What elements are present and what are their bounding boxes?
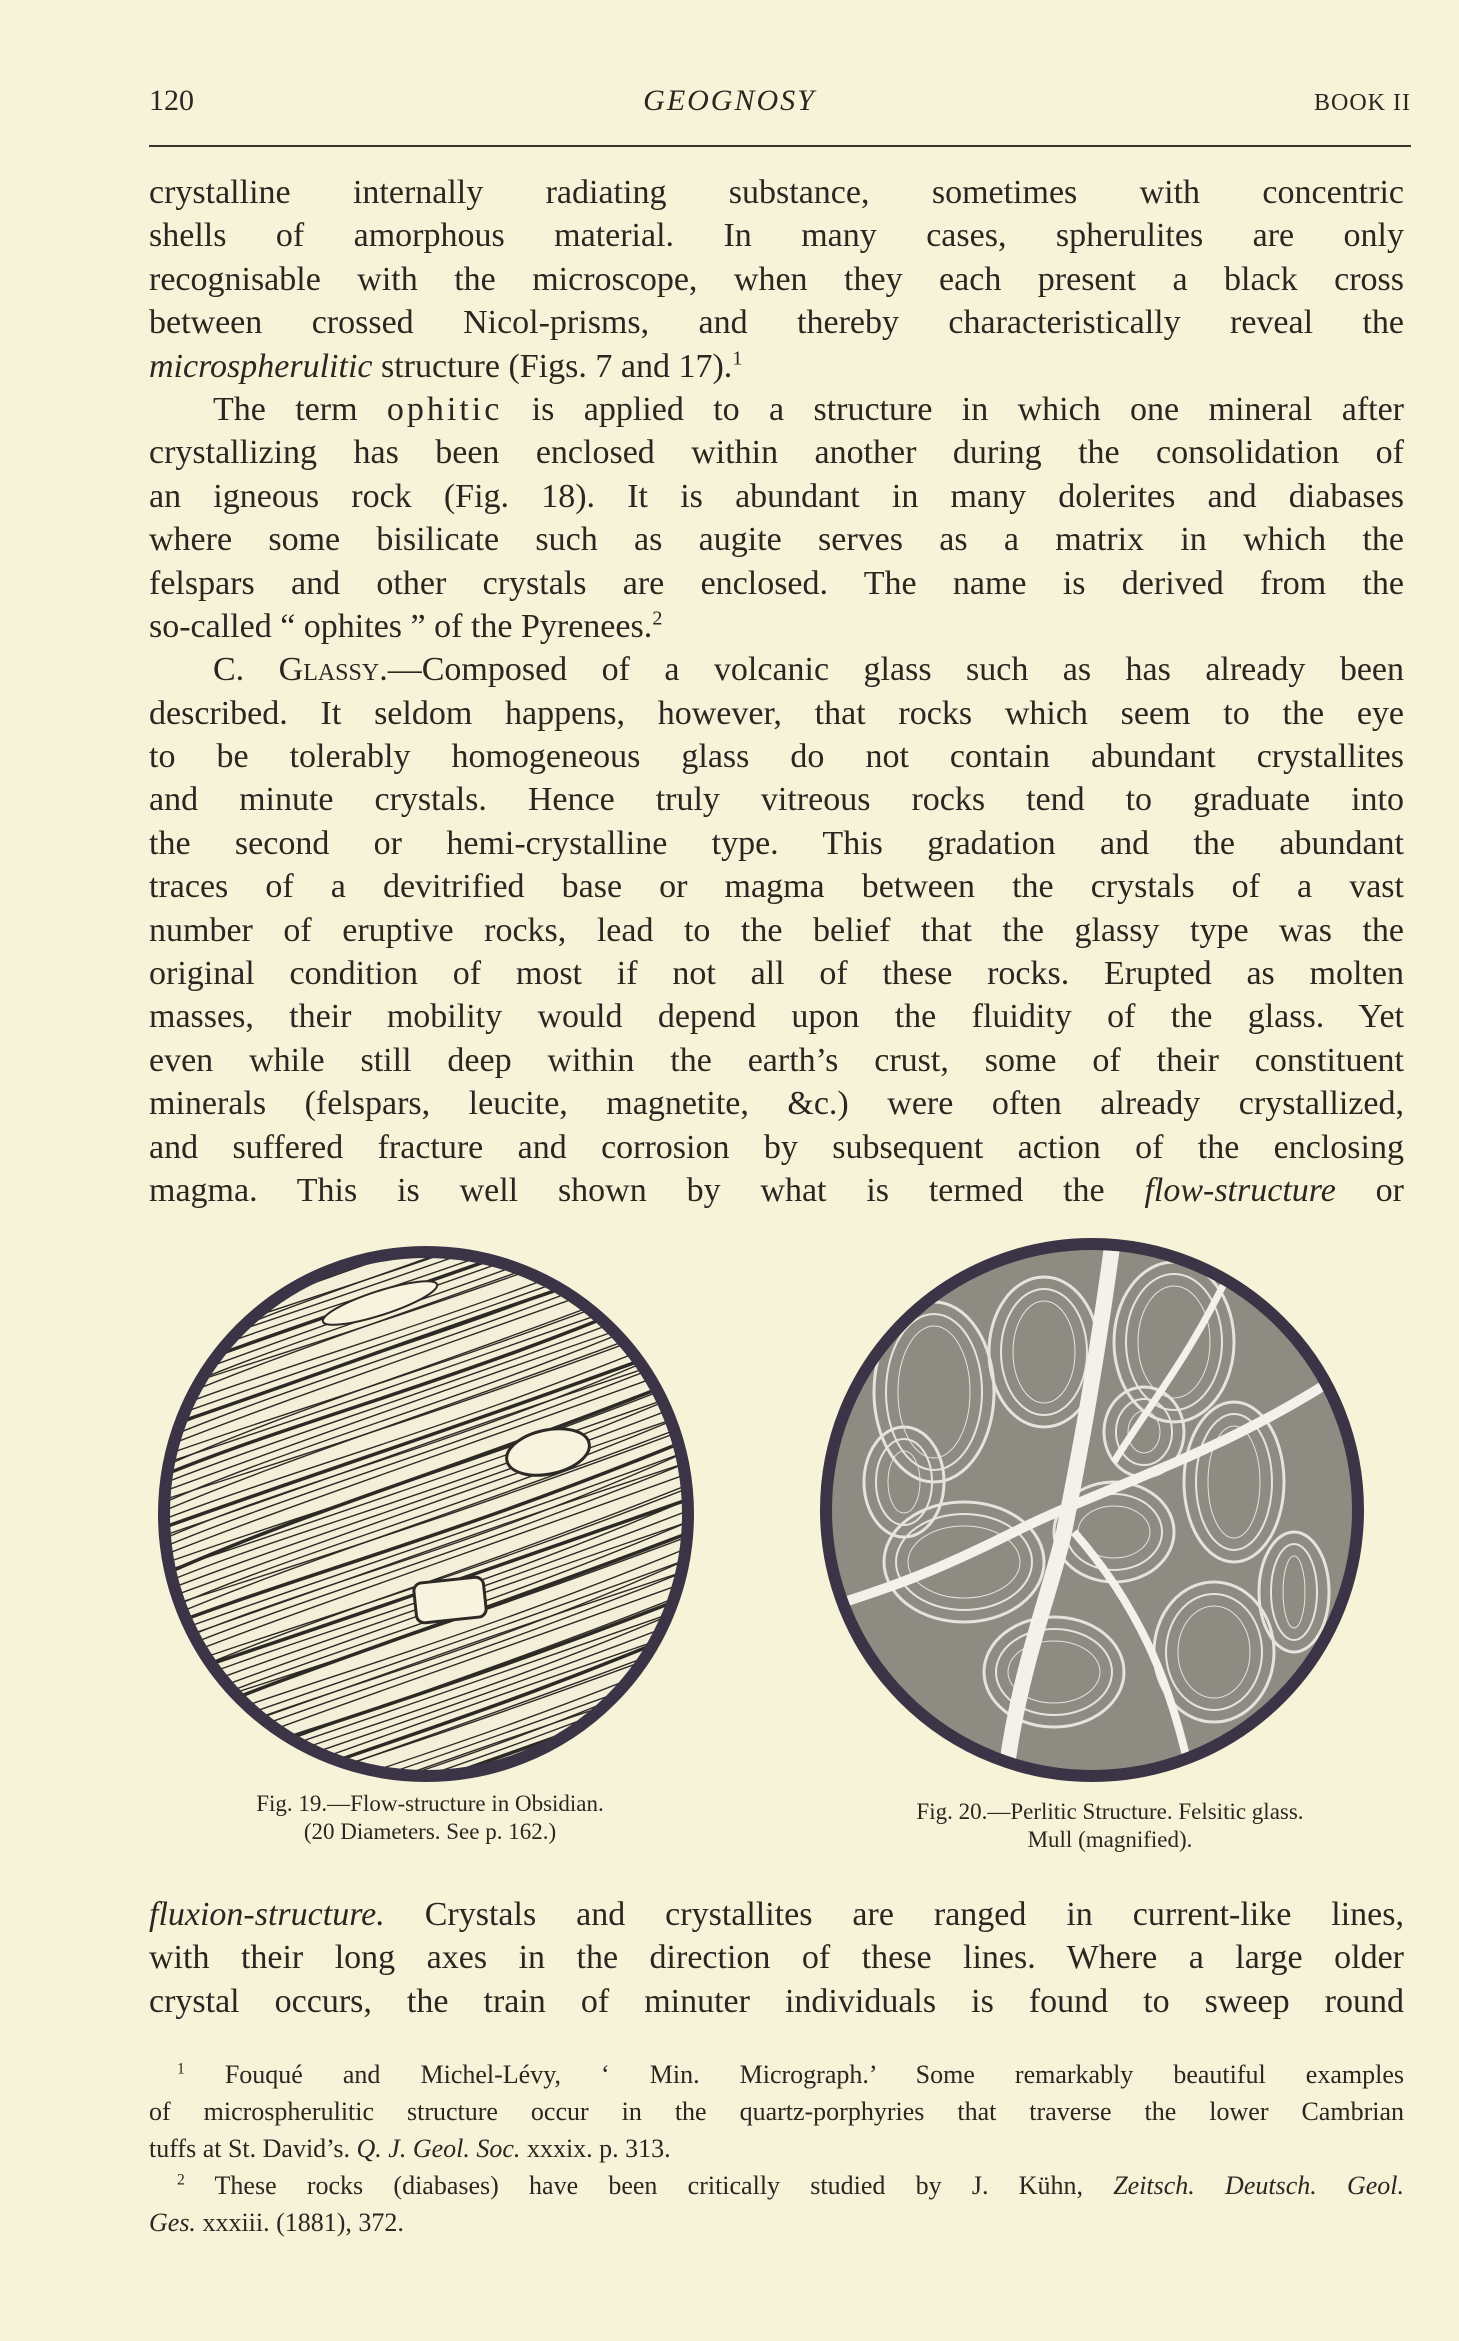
footnote-line (149, 2167, 1404, 2204)
text-run: to be tolerably homogeneous glass do not contain abundant crystallites (149, 738, 1404, 776)
text-line (149, 171, 1404, 214)
text-run: where some bisilicate such as augite serves as a matrix in which the (149, 521, 1404, 559)
text-run: Crystals and crystallites are ranged in current-like lines, (384, 1896, 1404, 1933)
footnote-line (149, 2056, 1404, 2093)
text-run: an igneous rock (Fig. 18). It is abundant in many dolerites and diabases (149, 477, 1404, 515)
text-line (149, 692, 1404, 735)
text-run: felspars and other crystals are enclosed. The name is derived from the (149, 564, 1404, 602)
text-run: even while still deep within the earth’s crust, some of their constituent (149, 1041, 1404, 1079)
caption-line: Fig. 19.—Flow-structure in Obsidian. (256, 1791, 604, 1816)
body-text-bottom (149, 1893, 1404, 2023)
text-run: so-called “ ophites ” of the Pyrenees. (149, 607, 653, 645)
text-run: the second or hemi-crystalline type. This gradation and the abundant (149, 824, 1404, 862)
text-run: microspherulitic (149, 347, 373, 385)
text-run: masses, their mobility would depend upon the fluidity of the glass. Yet (149, 998, 1404, 1036)
text-run: magma. This is well shown by what is termed the (149, 1171, 1145, 1209)
text-run: described. It seldom happens, however, that rocks which seem to the eye (149, 694, 1404, 732)
text-line (149, 475, 1404, 518)
text-run: C. (213, 651, 279, 689)
figure-19-caption (180, 1790, 680, 1846)
footnote-marker: 2 (652, 607, 663, 630)
text-line (149, 995, 1404, 1038)
text-line (149, 822, 1404, 865)
text-run: These rocks (diabases) have been critically studied by J. Kühn, (184, 2171, 1114, 2200)
text-run: Q. J. Geol. Soc. (356, 2134, 521, 2163)
text-line (149, 301, 1404, 344)
text-run: shells of amorphous material. In many cases, spherulites are only (149, 217, 1404, 255)
text-run: or (1335, 1171, 1404, 1209)
text-line (149, 1893, 1404, 1936)
text-run: with their long axes in the direction of these lines. Where a large older (149, 1939, 1404, 1977)
footnote-line (149, 2130, 1404, 2167)
text-run: Ges. (149, 2208, 196, 2237)
text-run: Zeitsch. Deutsch. Geol. (1113, 2171, 1405, 2200)
text-run: between crossed Nicol-prisms, and thereby characteristically reveal the (149, 304, 1404, 342)
text-line (149, 952, 1404, 995)
text-run: is applied to a structure in which one mineral after (502, 390, 1404, 428)
text-line (149, 1082, 1404, 1125)
text-line (149, 735, 1404, 778)
text-line (149, 1039, 1404, 1082)
caption-line: Fig. 20.—Perlitic Structure. Felsitic glass. (916, 1799, 1304, 1824)
text-line (149, 562, 1404, 605)
text-run: minerals (felspars, leucite, magnetite, &c.) were often already crystallized, (149, 1085, 1404, 1123)
text-run: recognisable with the microscope, when they each present a black cross (149, 260, 1404, 298)
text-run: and suffered fracture and corrosion by subsequent action of the enclosing (149, 1128, 1404, 1166)
text-line (149, 345, 1404, 388)
caption-line: (20 Diameters. See p. 162.) (303, 1819, 557, 1844)
text-line (149, 909, 1404, 952)
text-run: Glassy (278, 651, 380, 689)
text-run: crystalline internally radiating substance, sometimes with concentric (149, 174, 1404, 211)
text-line (149, 648, 1404, 691)
header-rule (149, 145, 1411, 147)
text-line (149, 518, 1404, 561)
text-run: fluxion-structure. (149, 1896, 385, 1933)
footnotes (149, 2056, 1404, 2241)
running-title: GEOGNOSY (643, 84, 816, 117)
text-line (149, 214, 1404, 257)
body-text-top (149, 171, 1404, 1212)
text-run: The term (213, 390, 387, 428)
text-line (149, 605, 1404, 648)
text-run: xxxiii. (1881), 372. (195, 2208, 404, 2237)
text-run: tuffs at St. David’s. (149, 2134, 357, 2163)
footnote-line (149, 2204, 1404, 2241)
text-line (149, 258, 1404, 301)
text-line (149, 1980, 1404, 2023)
text-run: structure (Figs. 7 and 17). (372, 347, 733, 385)
text-run: number of eruptive rocks, lead to the belief that the glassy type was the (149, 911, 1404, 949)
text-line (149, 431, 1404, 474)
text-run: traces of a devitrified base or magma between the crystals of a vast (149, 868, 1404, 906)
text-run: xxxix. p. 313. (520, 2134, 671, 2163)
text-run: and minute crystals. Hence truly vitreous rocks tend to graduate into (149, 781, 1404, 819)
text-line (149, 865, 1404, 908)
figure-19-flow-structure-image (150, 1238, 702, 1790)
figure-20-perlitic-structure-image (814, 1232, 1370, 1788)
text-line (149, 1169, 1404, 1212)
text-line (149, 388, 1404, 431)
text-run: .—Composed of a volcanic glass such as has already been (379, 651, 1404, 689)
caption-line: Mull (magnified). (1027, 1827, 1193, 1852)
figure-20-caption (830, 1798, 1390, 1854)
footnote-marker: 1 (732, 347, 743, 370)
book-label: BOOK II (1314, 90, 1411, 116)
page-number: 120 (149, 84, 194, 117)
footnote-marker: 2 (177, 2171, 185, 2189)
text-run: crystallizing has been enclosed within another during the consolidation of (149, 434, 1404, 472)
text-run: of microspherulitic structure occur in the quartz-porphyries that traverse the lower Cambrian (149, 2097, 1404, 2126)
text-line (149, 1126, 1404, 1169)
text-run: Fouqué and Michel-Lévy, ‘ Min. Micrograph.’ Some remarkably beautiful examples (184, 2060, 1404, 2089)
footnote-line (149, 2093, 1404, 2130)
text-line (149, 778, 1404, 821)
text-run: original condition of most if not all of these rocks. Erupted as molten (149, 955, 1404, 993)
text-run: flow-structure (1144, 1171, 1336, 1209)
text-run: ophitic (386, 390, 503, 428)
footnote-marker: 1 (177, 2060, 185, 2078)
text-line (149, 1936, 1404, 1979)
text-run: crystal occurs, the train of minuter individuals is found to sweep round (149, 1982, 1404, 2020)
